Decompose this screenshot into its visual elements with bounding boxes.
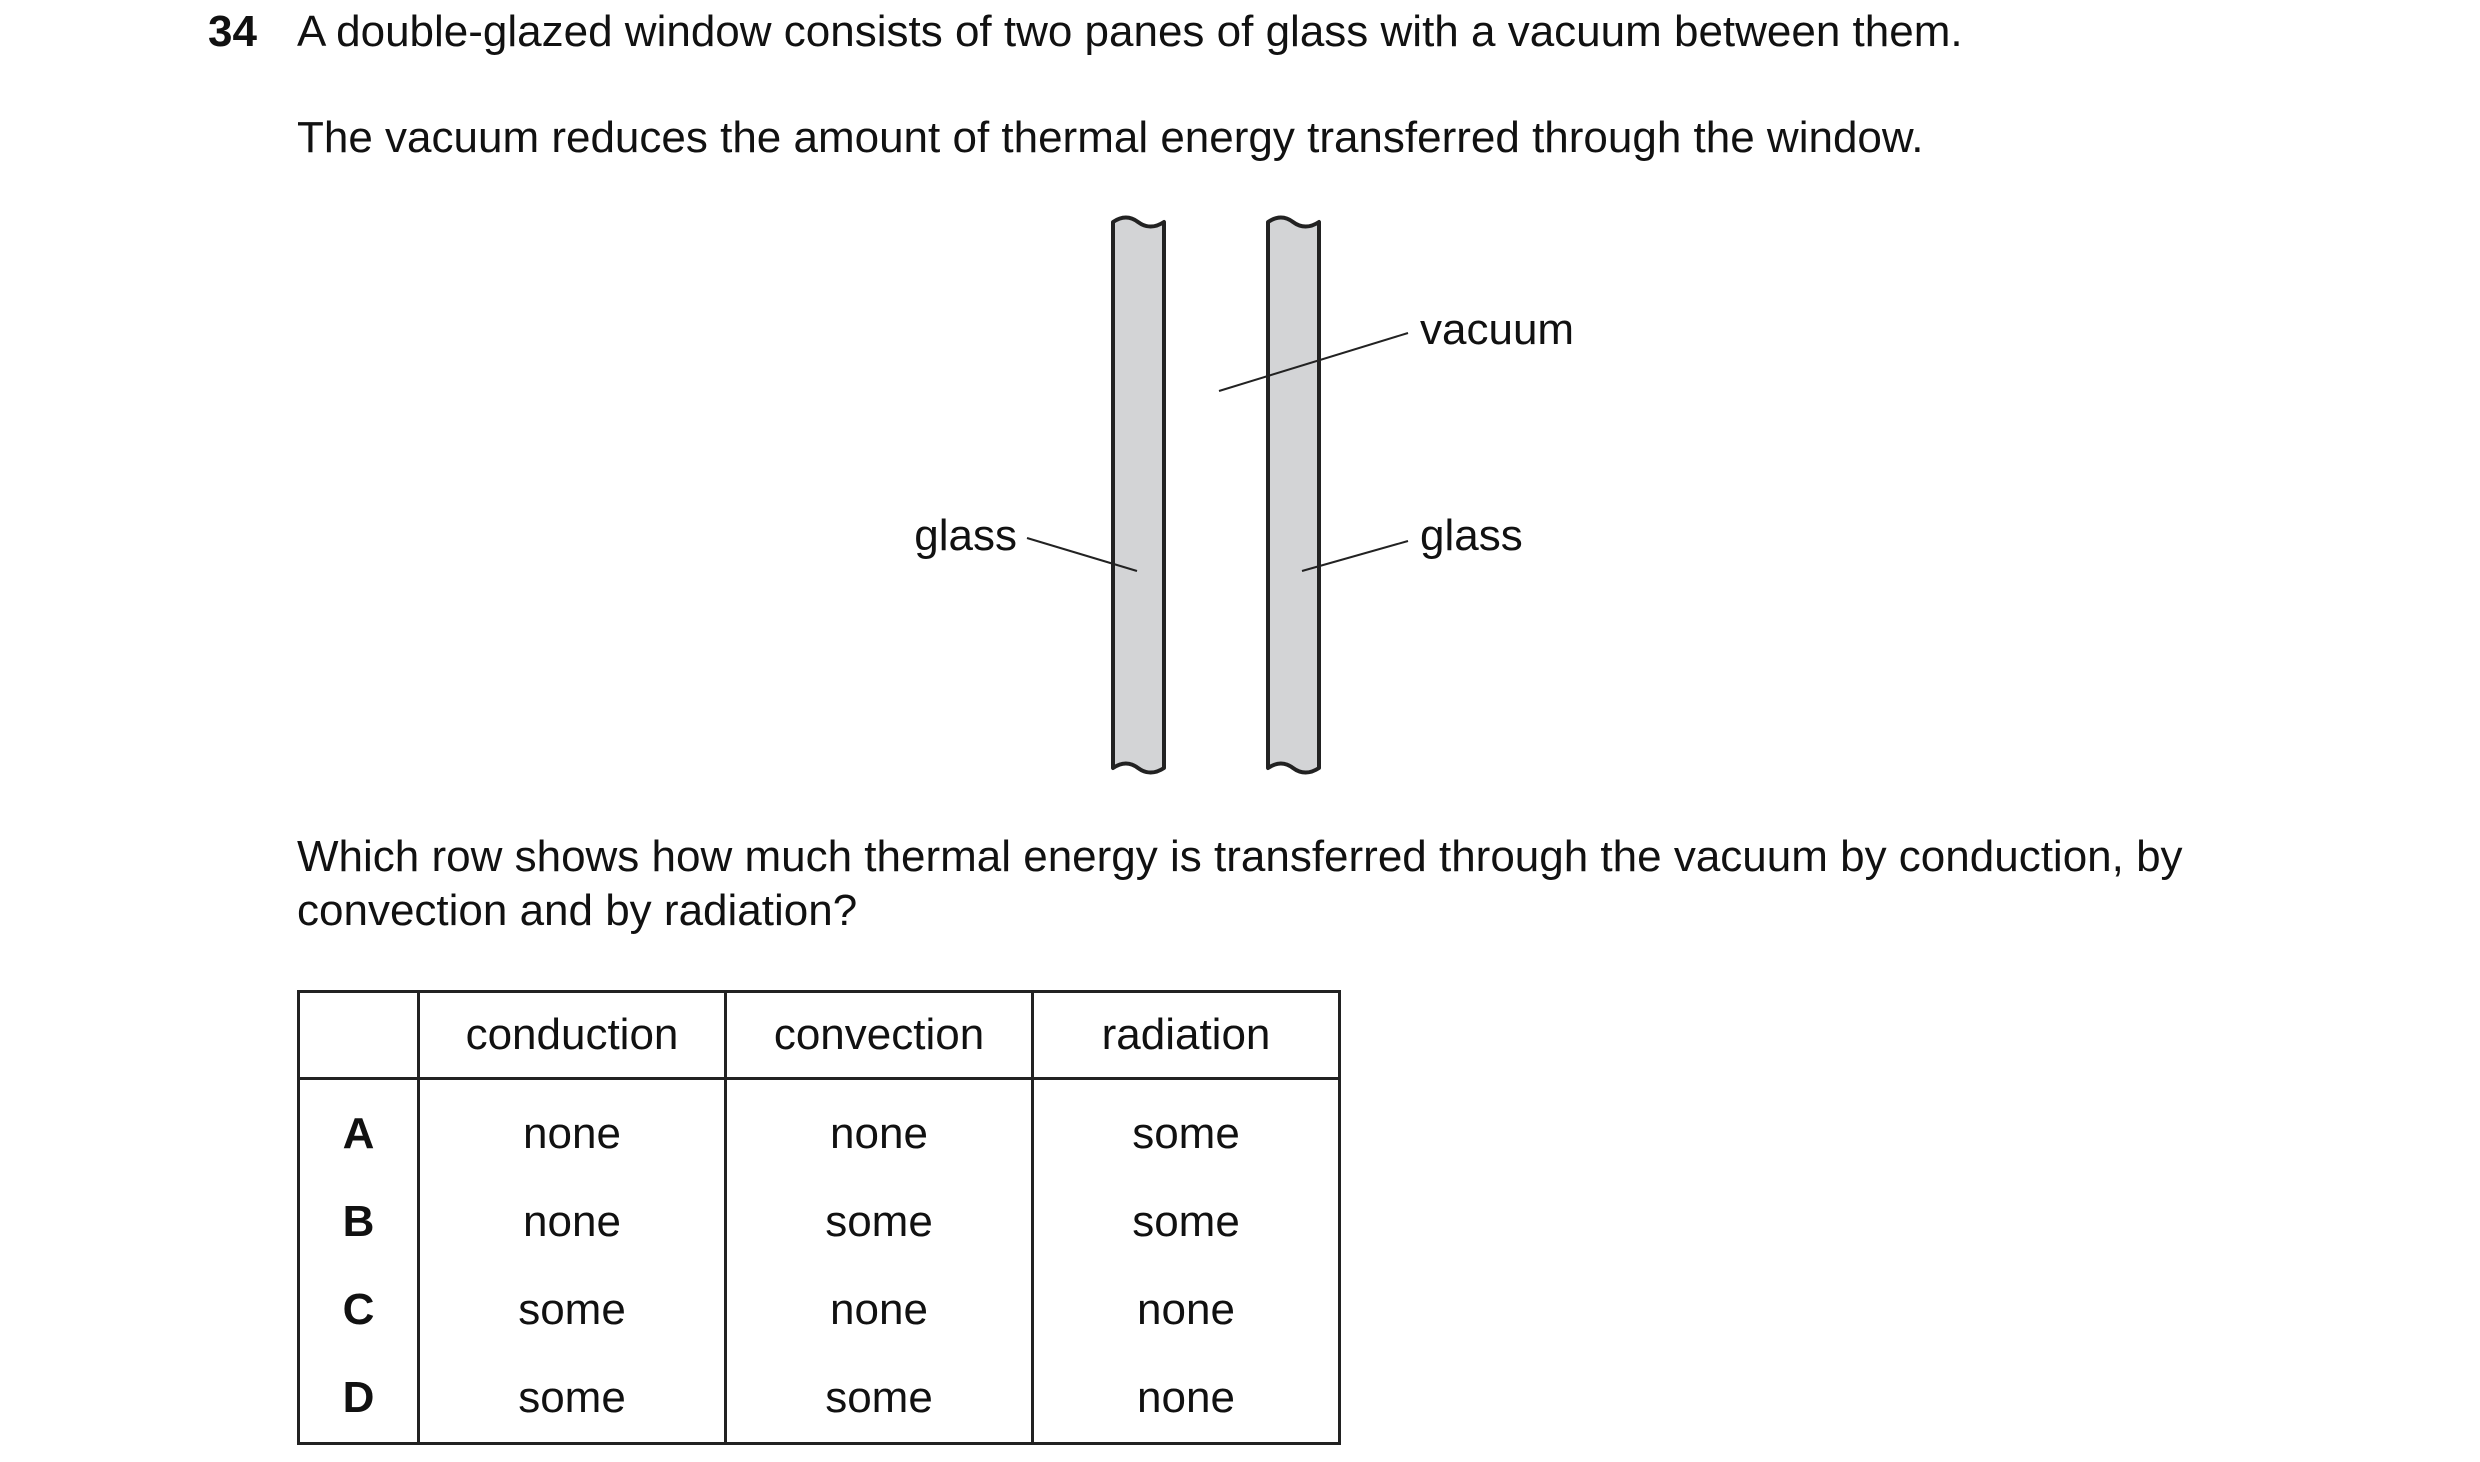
cell-convection: none bbox=[726, 1266, 1033, 1354]
vacuum-label: vacuum bbox=[1420, 305, 1575, 354]
cell-radiation: some bbox=[1033, 1079, 1340, 1179]
question-stem-line-1: A double-glazed window consists of two panes of glass with a vacuum between them. bbox=[297, 7, 1963, 56]
cell-radiation: none bbox=[1033, 1354, 1340, 1444]
question-stem-line-2: The vacuum reduces the amount of thermal energy transferred through the window. bbox=[297, 113, 1924, 162]
glass-left-label: glass bbox=[914, 511, 1017, 560]
table-row-d[interactable] bbox=[299, 1354, 1340, 1444]
table-header-row bbox=[299, 992, 1340, 1079]
cell-convection: none bbox=[726, 1079, 1033, 1179]
right-glass-pane bbox=[1268, 218, 1319, 773]
cell-conduction: none bbox=[419, 1079, 726, 1179]
cell-conduction: some bbox=[419, 1354, 726, 1444]
glass-left-leader-line bbox=[1027, 538, 1137, 571]
answer-table bbox=[297, 990, 1341, 1445]
header-key-cell bbox=[299, 992, 419, 1079]
row-key: C bbox=[299, 1266, 419, 1354]
header-convection: convection bbox=[726, 992, 1033, 1079]
table-row-a[interactable] bbox=[299, 1079, 1340, 1179]
cell-convection: some bbox=[726, 1354, 1033, 1444]
question-prompt: Which row shows how much thermal energy is transferred through the vacuum by conduction, by convection and by radiation? bbox=[297, 832, 2183, 935]
vacuum-leader-line bbox=[1219, 333, 1408, 391]
cell-conduction: none bbox=[419, 1178, 726, 1266]
glass-right-leader-line bbox=[1302, 541, 1408, 571]
left-glass-pane bbox=[1113, 218, 1164, 773]
cell-radiation: some bbox=[1033, 1178, 1340, 1266]
row-key: A bbox=[299, 1079, 419, 1179]
question-number: 34 bbox=[208, 7, 257, 56]
row-key: B bbox=[299, 1178, 419, 1266]
header-radiation: radiation bbox=[1033, 992, 1340, 1079]
glass-right-label: glass bbox=[1420, 511, 1523, 560]
table-row-b[interactable] bbox=[299, 1178, 1340, 1266]
cell-convection: some bbox=[726, 1178, 1033, 1266]
cell-radiation: none bbox=[1033, 1266, 1340, 1354]
header-conduction: conduction bbox=[419, 992, 726, 1079]
row-key: D bbox=[299, 1354, 419, 1444]
cell-conduction: some bbox=[419, 1266, 726, 1354]
table-row-c[interactable] bbox=[299, 1266, 1340, 1354]
